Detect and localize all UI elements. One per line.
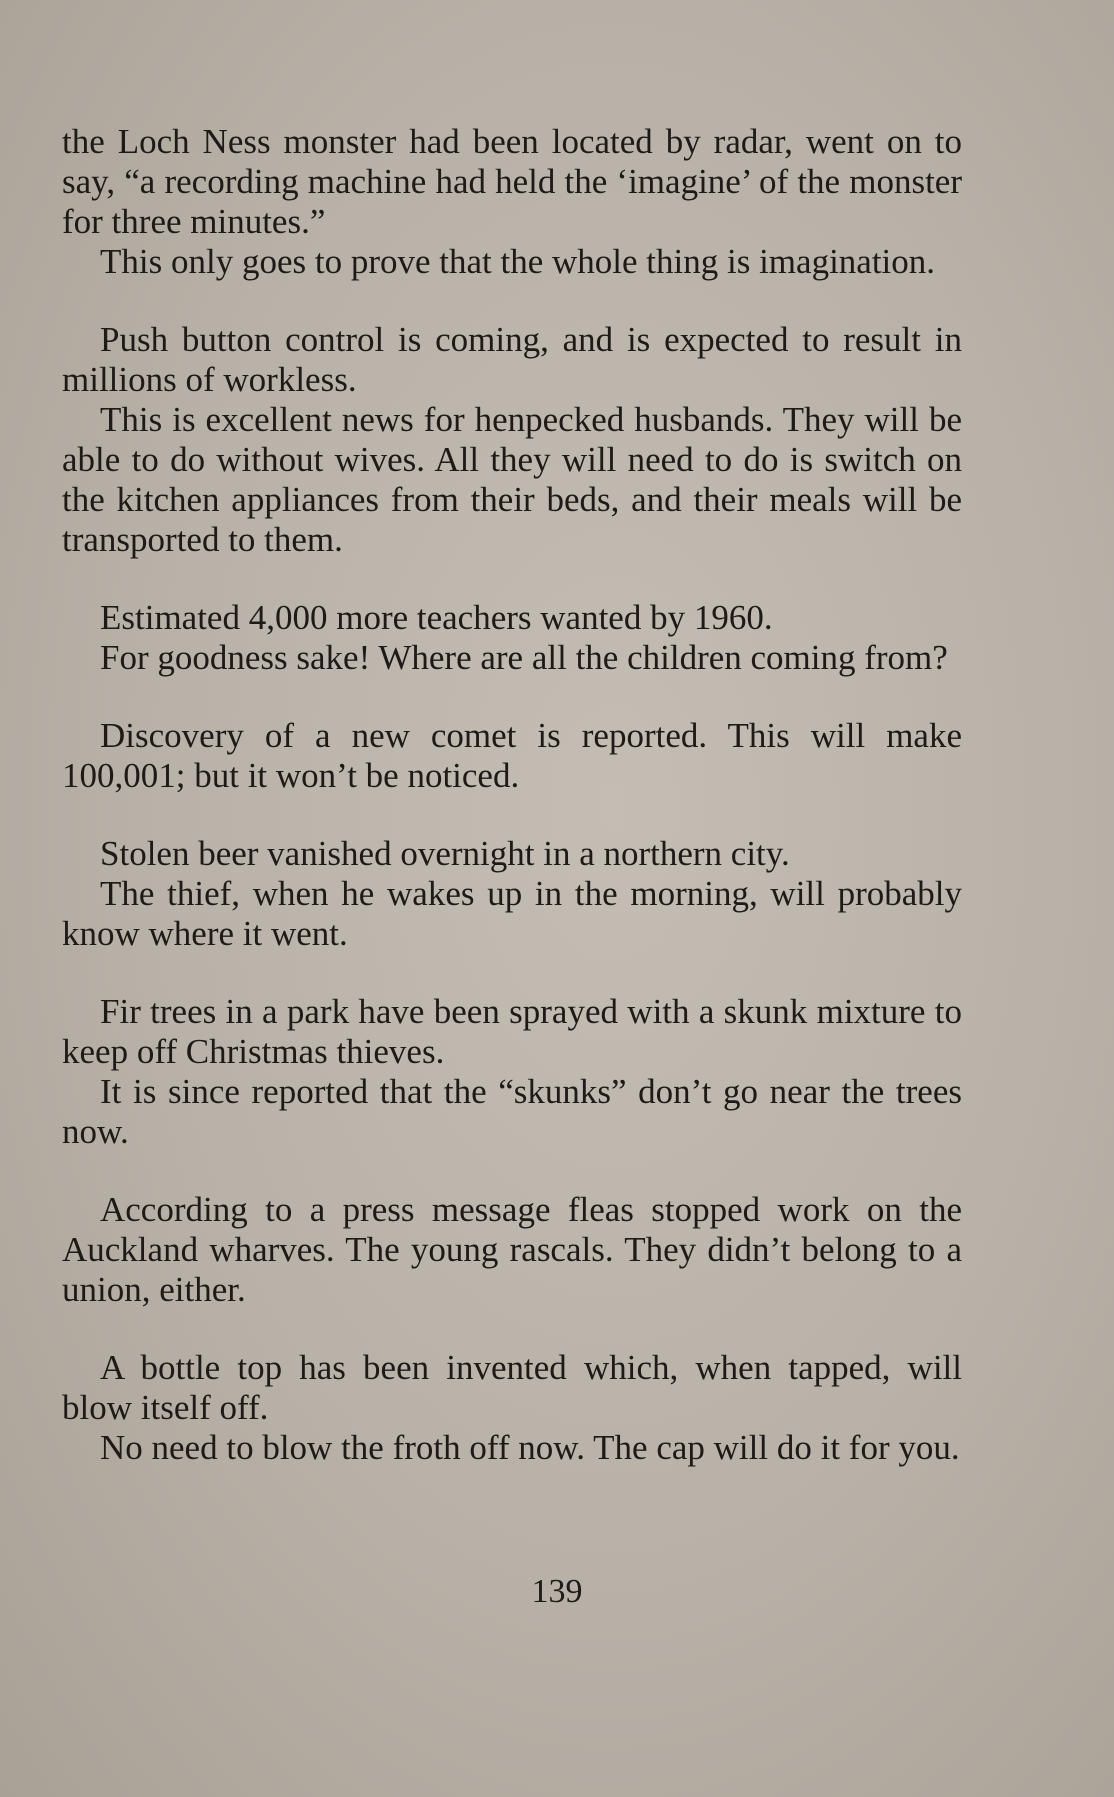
paragraph: Estimated 4,000 more teachers wanted by 1960. xyxy=(100,598,773,637)
paragraph: The thief, when he wakes up in the morning, will probably know where it went. xyxy=(62,874,962,953)
entry-teachers xyxy=(62,598,962,678)
entry-stolen-beer xyxy=(62,834,962,954)
paragraph: According to a press message fleas stopped work on the Auckland wharves. The young rascals. They didn’t belong to a union, either. xyxy=(62,1190,962,1309)
paragraph: Fir trees in a park have been sprayed with a skunk mixture to keep off Christmas thieves. xyxy=(62,992,962,1071)
paragraph: Push button control is coming, and is expected to result in millions of workless. xyxy=(62,320,962,399)
paragraph: Discovery of a new comet is reported. This will make 100,001; but it won’t be noticed. xyxy=(62,716,962,795)
paragraph: No need to blow the froth off now. The cap will do it for you. xyxy=(100,1428,960,1467)
paragraph: A bottle top has been invented which, when tapped, will blow itself off. xyxy=(62,1348,962,1427)
entry-push-button xyxy=(62,320,962,560)
page-body xyxy=(62,122,962,1506)
paragraph: This only goes to prove that the whole thing is imagination. xyxy=(100,242,936,281)
paragraph: For goodness sake! Where are all the children coming from? xyxy=(100,638,948,677)
paragraph: It is since reported that the “skunks” don’t go near the trees now. xyxy=(62,1072,962,1151)
entry-comet xyxy=(62,716,962,796)
page-number: 139 xyxy=(531,1573,583,1610)
entry-bottle-top xyxy=(62,1348,962,1468)
entry-fleas xyxy=(62,1190,962,1310)
paragraph: the Loch Ness monster had been located by radar, went on to say, “a recording machine had held the ‘imagine’ of the monster for three minutes.” xyxy=(62,122,962,241)
paragraph: This is excellent news for henpecked husbands. They will be able to do without wives. All they will need to do is switch on the kitchen appliances from their beds, and their meals will be transported to them. xyxy=(62,400,962,559)
entry-loch-ness xyxy=(62,122,962,282)
paragraph: Stolen beer vanished overnight in a northern city. xyxy=(100,834,790,873)
entry-fir-trees xyxy=(62,992,962,1152)
